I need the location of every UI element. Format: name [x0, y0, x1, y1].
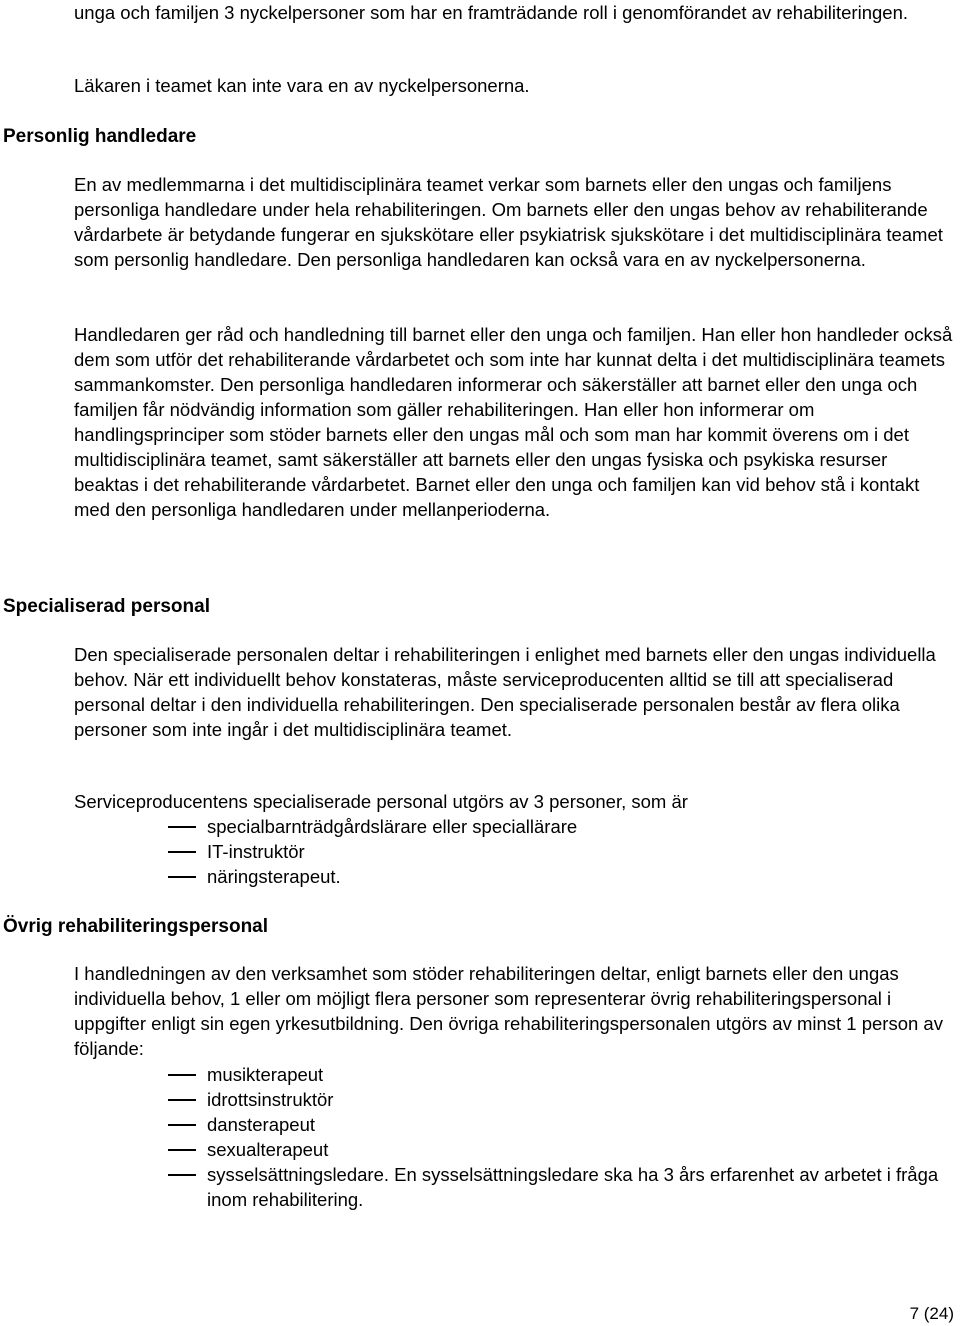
list-item: idrottsinstruktör	[74, 1087, 954, 1112]
personlig-paragraph-1: En av medlemmarna i det multidisciplinära teamet verkar som barnets eller den ungas och familjens personliga handledare under hela rehabiliteringen. Om barnets eller den ungas behov av rehabiliterande vårdarbete är betydande fungerar en sjukskötare eller psykiatrisk sjukskötare i det multidisciplinära teamet som personlig handledare. Den personliga handledaren kan också vara en av nyckelpersonerna.	[74, 174, 943, 270]
heading-specialiserad-personal: Specialiserad personal	[3, 596, 210, 617]
list-item: näringsterapeut.	[74, 864, 954, 889]
dash-bullet-icon	[168, 1074, 196, 1076]
dash-bullet-icon	[168, 1124, 196, 1126]
heading-personlig-handledare: Personlig handledare	[3, 126, 197, 147]
dash-bullet-icon	[168, 826, 196, 828]
heading-ovrig-rehabiliteringspersonal: Övrig rehabiliteringspersonal	[3, 916, 269, 937]
list-item: musikterapeut	[74, 1062, 954, 1087]
list-item: IT-instruktör	[74, 839, 954, 864]
dash-bullet-icon	[168, 876, 196, 878]
intro-note: Läkaren i teamet kan inte vara en av nyckelpersonerna.	[74, 75, 530, 96]
intro-paragraph: unga och familjen 3 nyckelpersoner som har en framträdande roll i genomförandet av rehabiliteringen.	[74, 2, 908, 23]
page-number: 7 (24)	[909, 1304, 954, 1323]
dash-bullet-icon	[168, 1149, 196, 1151]
specialiserad-paragraph-1: Den specialiserade personalen deltar i rehabiliteringen i enlighet med barnets eller den ungas individuella behov. När ett individuellt behov konstateras, måste serviceproducenten alltid se till att specialiserad personal deltar i den individuella rehabiliteringen. Den specialiserade personalen består av flera olika personer som inte ingår i det multidisciplinära teamet.	[74, 644, 936, 740]
specialiserad-paragraph-2: Serviceproducentens specialiserade personal utgörs av 3 personer, som är	[74, 791, 688, 812]
ovrig-list	[74, 1062, 954, 1212]
ovrig-paragraph: I handledningen av den verksamhet som stöder rehabiliteringen deltar, enligt barnets eller den ungas individuella behov, 1 eller om möjligt flera personer som representerar övrig rehabiliteringspersonal i uppgifter enligt sin egen yrkesutbildning. Den övriga rehabiliteringspersonalen utgörs av minst 1 person av följande:	[74, 963, 943, 1059]
dash-bullet-icon	[168, 1099, 196, 1101]
personlig-paragraph-2: Handledaren ger råd och handledning till barnet eller den unga och familjen. Han eller hon handleder också dem som utför det rehabiliterande vårdarbetet och som inte har kunnat delta i det multidisciplinära teamets sammankomster. Den personliga handledaren informerar och säkerställer att barnet eller den unga och familjen får nödvändig information som gäller rehabiliteringen. Han eller hon informerar om handlingsprinciper som stöder barnets eller den ungas mål och som man har kommit överens om i det multidisciplinära teamet, samt säkerställer att barnets eller den ungas fysiska och psykiska resurser beaktas i det rehabiliterande vårdarbetet. Barnet eller den unga och familjen kan vid behov stå i kontakt med den personliga handledaren under mellanperioderna.	[74, 324, 953, 520]
dash-bullet-icon	[168, 851, 196, 853]
list-item: sysselsättningsledare. En sysselsättningsledare ska ha 3 års erfarenhet av arbetet i fråga inom rehabilitering.	[74, 1162, 954, 1212]
list-item: dansterapeut	[74, 1112, 954, 1137]
dash-bullet-icon	[168, 1174, 196, 1176]
specialiserad-list	[74, 814, 954, 889]
list-item: sexualterapeut	[74, 1137, 954, 1162]
list-item: specialbarnträdgårdslärare eller speciallärare	[74, 814, 954, 839]
